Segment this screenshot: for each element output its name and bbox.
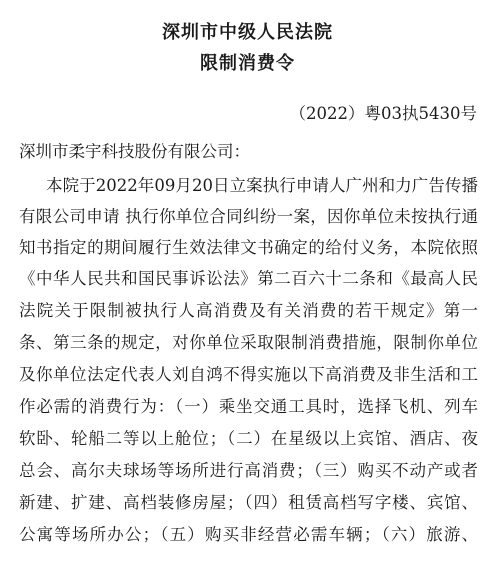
body-line: 软卧、轮船二等以上舱位；（二）在星级以上宾馆、酒店、夜 [19, 429, 478, 448]
body-line: 法院关于限制被执行人高消费及有关消费的若干规定》第一 [19, 301, 478, 320]
body-line: 公寓等场所办公；（五）购买非经营必需车辆；（六）旅游、 [19, 525, 478, 544]
body-line: 《中华人民共和国民事诉讼法》第二百六十二条和《最高人民 [19, 269, 478, 288]
body-line: 有限公司申请 执行你单位合同纠纷一案，因你单位未按执行通 [19, 207, 478, 226]
body-line: 新建、扩建、高档装修房屋；（四）租赁高档写字楼、宾馆、 [19, 493, 478, 512]
case-number: （2022）粤03执5430号 [289, 104, 477, 123]
body-line: 作必需的消费行为：（一）乘坐交通工具时，选择飞机、列车 [19, 397, 478, 416]
court-name: 深圳市中级人民法院 [162, 22, 333, 43]
body-line: 条、第三条的规定，对你单位采取限制消费措施，限制你单位 [19, 333, 478, 352]
body-line: 知书指定的期间履行生效法律文书确定的给付义务，本院依照 [19, 238, 478, 257]
document-title: 限制消费令 [200, 53, 295, 74]
addressee: 深圳市柔宇科技股份有限公司： [19, 142, 250, 161]
body-line: 总会、高尔夫球场等场所进行高消费；（三）购买不动产或者 [19, 461, 478, 480]
body-line: 本院于2022年09月20日立案执行申请人广州和力广告传播 [46, 176, 478, 195]
body-line: 及你单位法定代表人刘自鸿不得实施以下高消费及非生活和工 [19, 365, 478, 384]
